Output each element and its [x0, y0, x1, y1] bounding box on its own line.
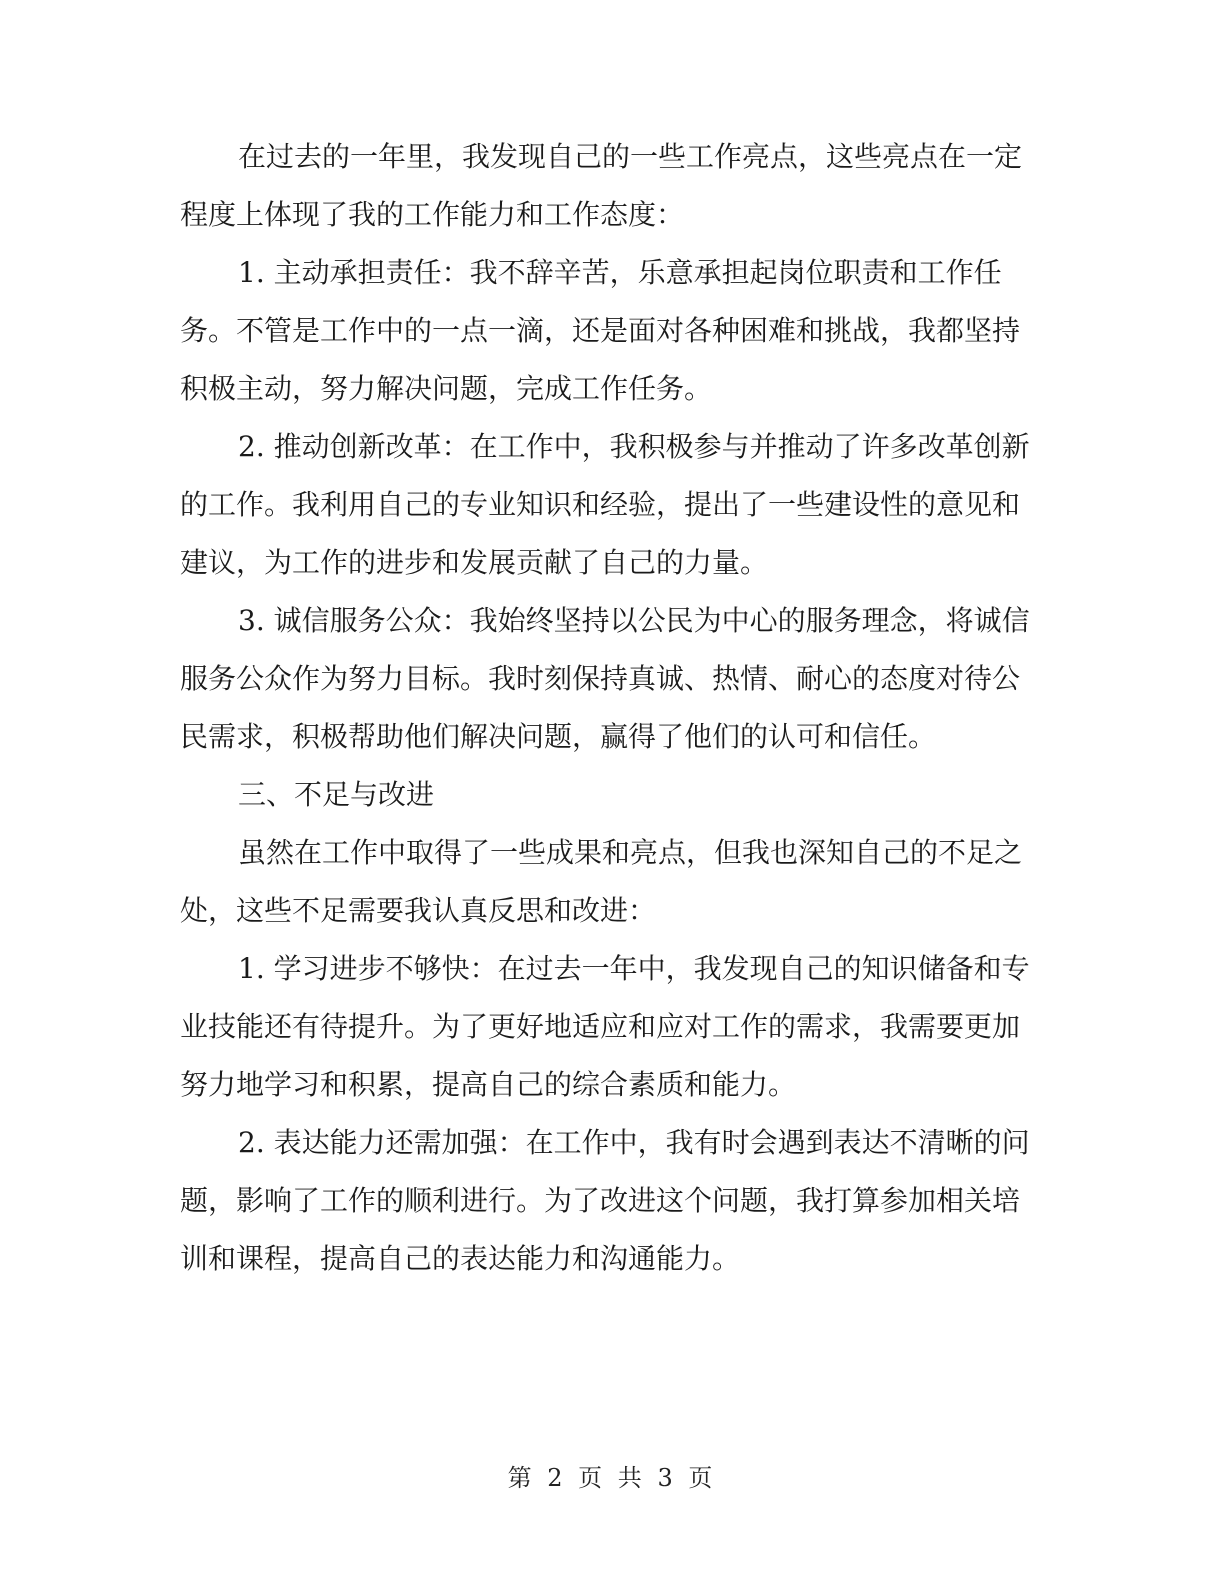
- paragraph-shortcomings-intro: 虽然在工作中取得了一些成果和亮点，但我也深知自己的不足之处，这些不足需要我认真反思和改进：: [180, 836, 1023, 927]
- paragraph-highlight-responsibility: 1. 主动承担责任：我不辞辛苦，乐意承担起岗位职责和工作任务。不管是工作中的一点一滴，还是面对各种困难和挑战，我都坚持积极主动，努力解决问题，完成工作任务。: [180, 256, 1021, 405]
- paragraph-shortcoming-expression: 2. 表达能力还需加强：在工作中，我有时会遇到表达不清晰的问题，影响了工作的顺利进行。为了改进这个问题，我打算参加相关培训和课程，提高自己的表达能力和沟通能力。: [180, 1126, 1030, 1275]
- page-number-footer: 第 2 页 共 3 页: [507, 1464, 717, 1492]
- paragraph-highlights-intro: 在过去的一年里，我发现自己的一些工作亮点，这些亮点在一定程度上体现了我的工作能力和工作态度：: [180, 140, 1023, 231]
- paragraph-shortcoming-learning: 1. 学习进步不够快：在过去一年中，我发现自己的知识储备和专业技能还有待提升。为了更好地适应和应对工作的需求，我需要更加努力地学习和积累，提高自己的综合素质和能力。: [180, 952, 1030, 1101]
- paragraph-highlight-innovation: 2. 推动创新改革：在工作中，我积极参与并推动了许多改革创新的工作。我利用自己的专业知识和经验，提出了一些建设性的意见和建议，为工作的进步和发展贡献了自己的力量。: [180, 430, 1030, 579]
- paragraph-highlight-service: 3. 诚信服务公众：我始终坚持以公民为中心的服务理念，将诚信服务公众作为努力目标。我时刻保持真诚、热情、耐心的态度对待公民需求，积极帮助他们解决问题，赢得了他们的认可和信任。: [180, 604, 1030, 753]
- section-heading-shortcomings: 三、不足与改进: [238, 778, 435, 811]
- document-body: [180, 128, 1030, 1288]
